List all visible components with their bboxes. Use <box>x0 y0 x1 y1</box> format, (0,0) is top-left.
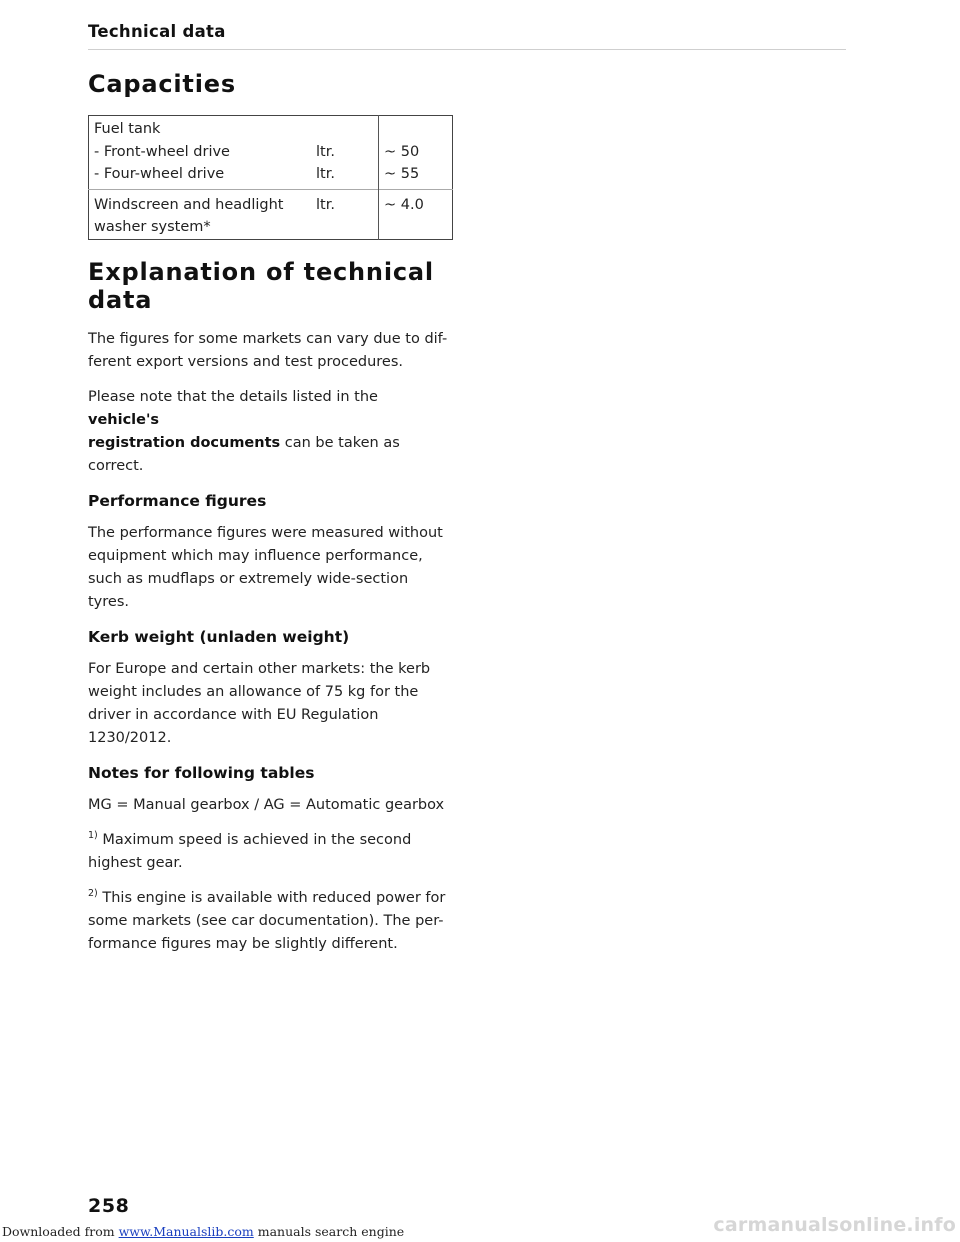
fuel-tank-label: Fuel tank <box>94 121 161 137</box>
washer-label: Windscreen and headlight washer system* <box>89 189 317 239</box>
kerb-weight-paragraph: For Europe and certain other markets: the kerb weight includes an allowance of 75 kg for the driver in accordance with EU Regulation 1230/2012. <box>88 661 431 746</box>
kerb-weight-heading: Kerb weight (unladen weight) <box>88 628 350 646</box>
footnote-1: $^{1)}$ Maximum speed is achieved in the second highest gear. <box>88 830 412 871</box>
explanation-heading: Explanation of technical data <box>88 258 434 314</box>
section-title: Technical data <box>88 22 226 41</box>
capacities-heading: Capacities <box>88 70 236 98</box>
table-row <box>89 116 453 141</box>
four-wheel-drive-unit: ltr. <box>316 166 335 182</box>
performance-paragraph: The performance figures were measured without equipment which may influence performance, such as mudflaps or extremely wide-section tyres. <box>88 525 443 610</box>
washer-value: ~ 4.0 <box>379 189 453 239</box>
performance-heading: Performance figures <box>88 492 267 510</box>
front-wheel-drive-unit: ltr. <box>316 143 335 160</box>
washer-unit: ltr. <box>316 189 379 239</box>
download-notice: Downloaded from www.Manualslib.com manuals search engine <box>2 1224 405 1239</box>
capacities-table <box>88 115 453 240</box>
manualslib-link[interactable]: www.Manualslib.com <box>118 1224 254 1239</box>
gearbox-note: MG = Manual gearbox / AG = Automatic gearbox <box>88 797 445 813</box>
table-row <box>89 163 453 189</box>
watermark: carmanualsonline.info <box>713 1214 956 1236</box>
front-wheel-drive-label: - Front-wheel drive <box>94 143 230 160</box>
intro-paragraph: The figures for some markets can vary due to dif- ferent export versions and test procedures. <box>88 331 448 370</box>
footnote-marker: 1) <box>88 830 98 841</box>
page-number: 258 <box>88 1195 130 1217</box>
notes-heading: Notes for following tables <box>88 764 315 782</box>
running-header <box>88 22 846 50</box>
table-row <box>89 189 453 239</box>
registration-paragraph: Please note that the details listed in the vehicle's registration documents can be taken as correct. <box>88 389 400 474</box>
four-wheel-drive-value: ~ 55 <box>379 163 453 189</box>
explanation-body <box>88 328 453 968</box>
front-wheel-drive-value: ~ 50 <box>379 141 453 164</box>
table-row <box>89 141 453 164</box>
four-wheel-drive-label: - Four-wheel drive <box>94 166 225 182</box>
download-footer <box>0 1214 960 1242</box>
footnote-marker: 2) <box>88 888 98 899</box>
footnote-2: $^{2)}$ This engine is available with reduced power for some markets (see car documentation). The per- formance figures may be slightly different. <box>88 888 446 952</box>
